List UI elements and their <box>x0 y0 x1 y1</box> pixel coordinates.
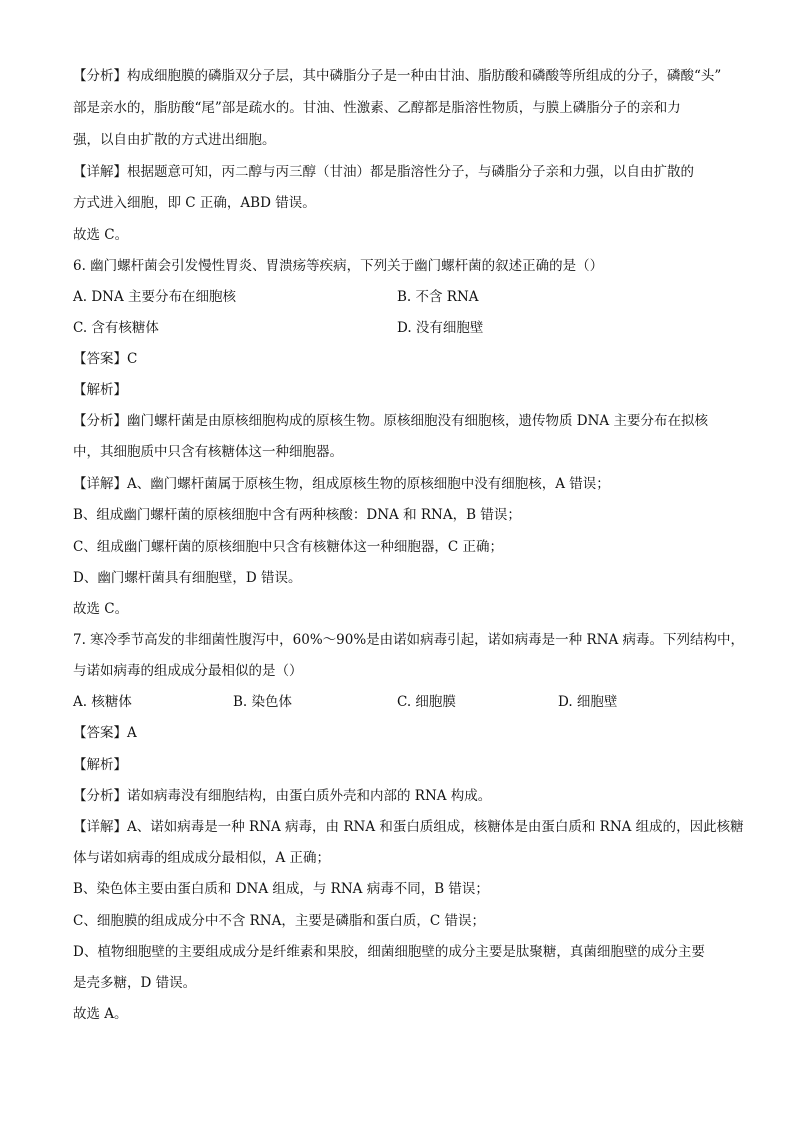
q7-choose: 故选 A。 <box>73 1006 128 1022</box>
q5-detail-line-1: 【详解】根据题意可知，丙二醇与丙三醇（甘油）都是脂溶性分子，与磷脂分子亲和力强，以自由扩散的 <box>73 164 694 180</box>
q7-answer: 【答案】A <box>73 725 137 741</box>
q6-choose: 故选 C。 <box>73 601 129 617</box>
q5-detail-line-2: 方式进入细胞，即 C 正确，ABD 错误。 <box>73 195 316 211</box>
q6-detail-a: 【详解】A、幽门螺杆菌属于原核生物，组成原核生物的原核细胞中没有细胞核，A 错误； <box>73 476 610 492</box>
q7-analysis: 【分析】诺如病毒没有细胞结构，由蛋白质外壳和内部的 RNA 构成。 <box>73 788 492 804</box>
q7-detail-a-line-1: 【详解】A、诺如病毒是一种 RNA 病毒，由 RNA 和蛋白质组成，核糖体是由蛋白质和 RNA 组成的，因此核糖 <box>73 819 744 835</box>
q6-detail-b: B、组成幽门螺杆菌的原核细胞中含有两种核酸：DNA 和 RNA，B 错误； <box>73 507 521 523</box>
q7-option-b: B. 染色体 <box>233 694 293 710</box>
q7-stem-line-1: 7. 寒冷季节高发的非细菌性腹泻中，60%～90%是由诺如病毒引起，诺如病毒是一种 RNA 病毒。下列结构中， <box>73 632 744 648</box>
q6-detail-c: C、组成幽门螺杆菌的原核细胞中只含有核糖体这一种细胞器，C 正确； <box>73 539 503 555</box>
q6-jiexi-heading: 【解析】 <box>73 382 127 398</box>
q7-detail-c: C、细胞膜的组成成分中不含 RNA，主要是磷脂和蛋白质，C 错误； <box>73 913 485 929</box>
q6-option-c: C. 含有核糖体 <box>73 320 159 336</box>
q6-analysis-line-2: 中，其细胞质中只含有核糖体这一种细胞器。 <box>73 444 343 460</box>
q6-detail-d: D、幽门螺杆菌具有细胞壁，D 错误。 <box>73 570 302 586</box>
q7-jiexi-heading: 【解析】 <box>73 757 127 773</box>
q5-analysis-line-1: 【分析】构成细胞膜的磷脂双分子层，其中磷脂分子是一种由甘油、脂肪酸和磷酸等所组成的分子，磷酸“头” <box>73 68 722 84</box>
q7-stem-line-2: 与诺如病毒的组成成分最相似的是（） <box>73 663 303 679</box>
q6-option-d: D. 没有细胞壁 <box>397 320 484 336</box>
q7-detail-a-line-2: 体与诺如病毒的组成成分最相似，A 正确； <box>73 850 331 866</box>
q5-analysis-line-2: 部是亲水的，脂肪酸“尾”部是疏水的。甘油、性激素、乙醇都是脂溶性物质，与膜上磷脂分子的亲和力 <box>73 100 681 116</box>
q7-option-c: C. 细胞膜 <box>397 694 456 710</box>
q6-answer: 【答案】C <box>73 351 138 367</box>
q6-option-a: A. DNA 主要分布在细胞核 <box>73 289 237 305</box>
q6-option-b: B. 不含 RNA <box>397 289 479 305</box>
q6-analysis-line-1: 【分析】幽门螺杆菌是由原核细胞构成的原核生物。原核细胞没有细胞核，遗传物质 DNA 主要分布在拟核 <box>73 413 708 429</box>
q7-detail-d-line-1: D、植物细胞壁的主要组成成分是纤维素和果胶，细菌细胞壁的成分主要是肽聚糖，真菌细胞壁的成分主要 <box>73 944 705 960</box>
q6-stem: 6. 幽门螺杆菌会引发慢性胃炎、胃溃疡等疾病，下列关于幽门螺杆菌的叙述正确的是（） <box>73 258 604 274</box>
q5-analysis-line-3: 强，以自由扩散的方式进出细胞。 <box>73 132 276 148</box>
q7-detail-b: B、染色体主要由蛋白质和 DNA 组成，与 RNA 病毒不同，B 错误； <box>73 881 489 897</box>
q7-detail-d-line-2: 是壳多糖，D 错误。 <box>73 975 197 991</box>
q7-option-a: A. 核糖体 <box>73 694 132 710</box>
q7-option-d: D. 细胞壁 <box>558 694 618 710</box>
q5-choose: 故选 C。 <box>73 227 129 243</box>
